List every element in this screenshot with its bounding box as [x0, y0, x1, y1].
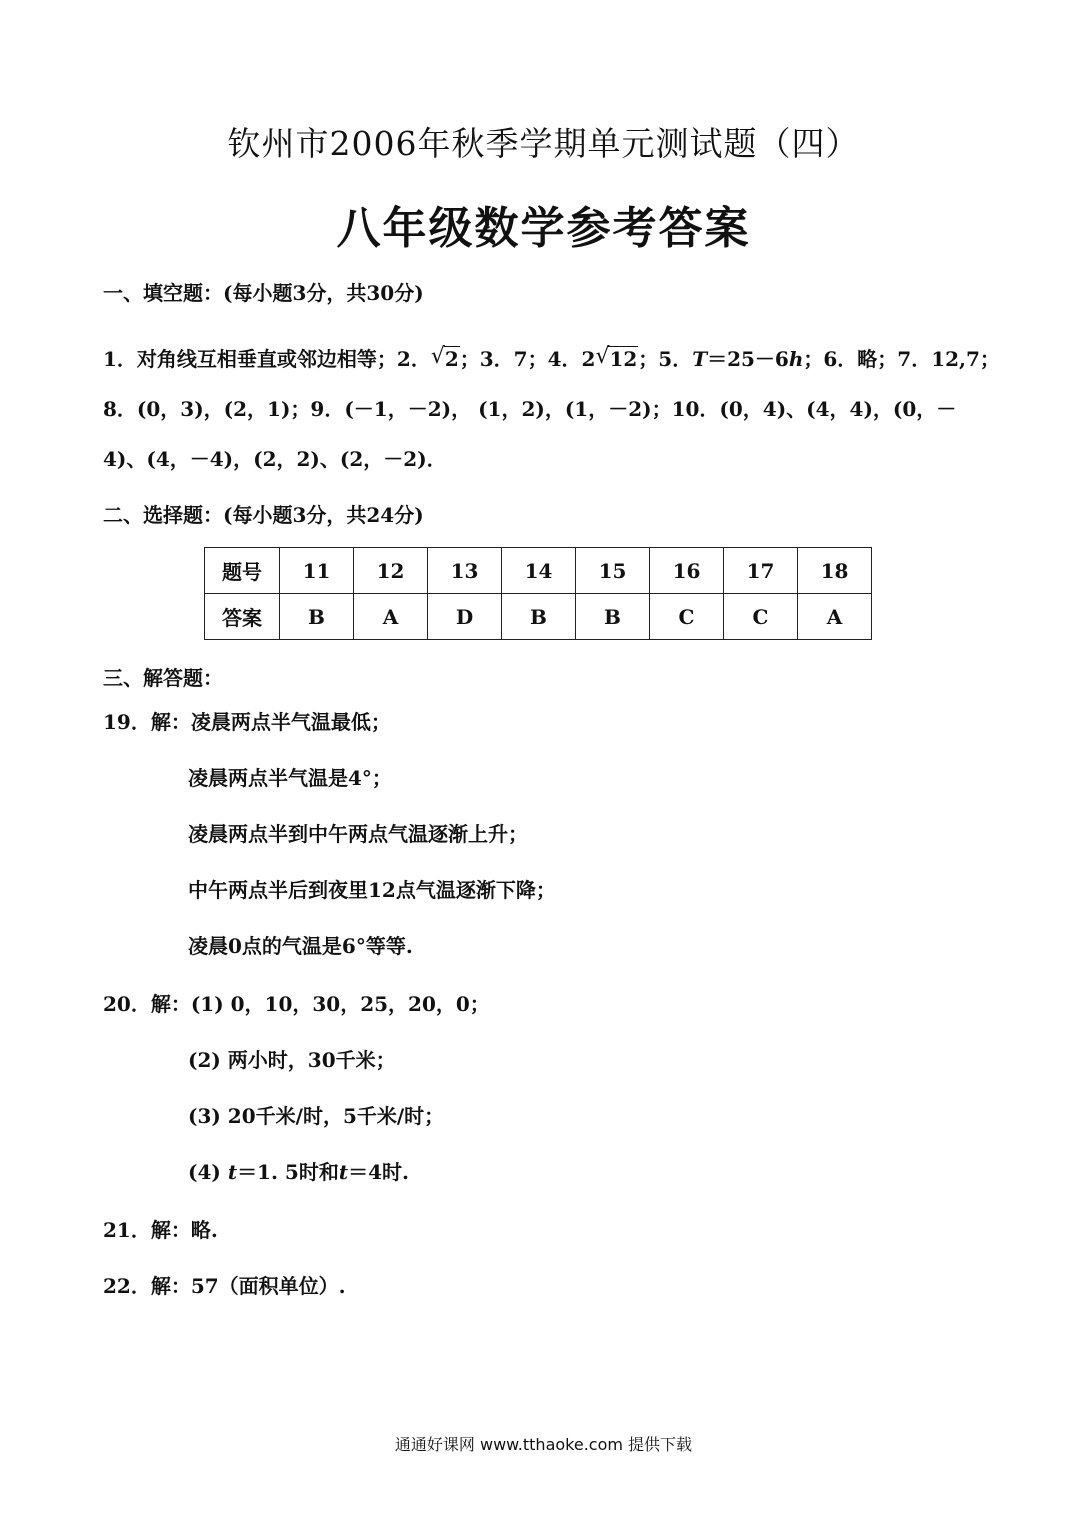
- table-cell: 15: [576, 548, 650, 594]
- section3-heading: 三、解答题：: [103, 666, 223, 690]
- math-variable: t: [338, 1160, 349, 1184]
- answer-table: [204, 547, 872, 640]
- section1-heading: 一、填空题：(每小题3分，共30分): [103, 281, 424, 305]
- answer-text: 1．对角线互相垂直或邻边相等；2．: [103, 347, 431, 371]
- table-cell: 11: [280, 548, 354, 594]
- table-cell: C: [724, 594, 798, 640]
- answer-text: ＝25－6: [707, 347, 789, 371]
- table-cell: A: [354, 594, 428, 640]
- radicand: 12: [609, 347, 638, 371]
- table-cell: B: [502, 594, 576, 640]
- table-cell: B: [280, 594, 354, 640]
- answer-text: ；6．略；7．12,7；: [803, 347, 1000, 371]
- table-cell: 18: [798, 548, 872, 594]
- answer-text: ；5．: [638, 347, 693, 371]
- table-row: [205, 548, 872, 594]
- page-title: 钦州市2006年秋季学期单元测试题（四）: [227, 124, 860, 163]
- sqrt-expression: [433, 347, 460, 371]
- table-header-cell: 答案: [205, 594, 280, 640]
- table-cell: B: [576, 594, 650, 640]
- q19-line: 凌晨0点的气温是6°等等.: [188, 934, 413, 958]
- q19-lead: 19．解：凌晨两点半气温最低；: [103, 710, 391, 734]
- table-cell: 16: [650, 548, 724, 594]
- section1-answers-line2: 8．(0，3)，(2，1)；9．(－1，－2)， (1，2)，(1，－2)；10．(0，4)、(4，4)，(0，－: [103, 397, 957, 421]
- section1-answers-line3: 4)、(4，－4)，(2，2)、(2，－2)．: [103, 447, 447, 471]
- q20-lead: 20．解：(1) 0，10，30，25，20，0；: [103, 992, 490, 1016]
- math-variable: h: [788, 347, 804, 371]
- page-subtitle: 八年级数学参考答案: [336, 203, 751, 254]
- answer-text: ＝4时.: [348, 1160, 409, 1184]
- section1-answers-line1: [103, 343, 1000, 372]
- q22-answer: 22．解：57（面积单位）.: [103, 1274, 346, 1298]
- math-variable: t: [227, 1160, 238, 1184]
- table-cell: 17: [724, 548, 798, 594]
- q19-line: 凌晨两点半气温是4°；: [188, 766, 392, 790]
- table-cell: C: [650, 594, 724, 640]
- table-cell: 14: [502, 548, 576, 594]
- q19-line: 中午两点半后到夜里12点气温逐渐下降；: [188, 878, 556, 902]
- answer-text: (4): [188, 1160, 228, 1184]
- q19-line: 凌晨两点半到中午两点气温逐渐上升；: [188, 822, 528, 846]
- answer-text: ；3．7；4．2: [459, 347, 596, 371]
- radicand: 2: [444, 347, 459, 371]
- table-cell: A: [798, 594, 872, 640]
- q20-line: (2) 两小时，30千米；: [188, 1048, 396, 1072]
- q20-line: [188, 1156, 409, 1185]
- table-cell: D: [428, 594, 502, 640]
- q21-answer: 21．解：略.: [103, 1218, 218, 1242]
- section2-heading: 二、选择题：(每小题3分，共24分): [103, 503, 424, 527]
- answer-text: ＝1. 5时和: [237, 1160, 339, 1184]
- table-cell: 12: [354, 548, 428, 594]
- table-row: [205, 594, 872, 640]
- table-cell: 13: [428, 548, 502, 594]
- table-header-cell: 题号: [205, 548, 280, 594]
- math-variable: T: [692, 347, 708, 371]
- sqrt-expression: [597, 347, 638, 371]
- q20-line: (3) 20千米/时，5千米/时；: [188, 1104, 445, 1128]
- footer-source: 通通好课网 www.tthaoke.com 提供下载: [394, 1435, 693, 1454]
